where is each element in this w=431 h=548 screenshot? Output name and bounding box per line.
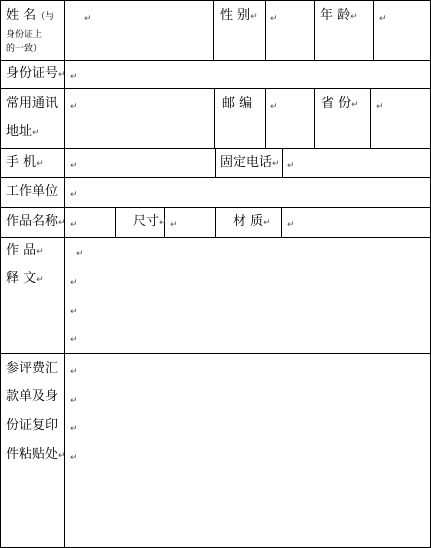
employer-value[interactable]: ↵ — [70, 190, 78, 200]
caption-line-3[interactable]: ↵ — [70, 307, 78, 317]
employer-label: 工作单位 — [6, 184, 59, 199]
landline-value[interactable]: ↵ — [287, 161, 295, 171]
size-label: 尺寸↵ — [133, 214, 167, 229]
fee-line-2[interactable]: ↵ — [70, 396, 78, 406]
work-title-label: 作品名称↵ — [6, 214, 66, 229]
age-value[interactable]: ↵ — [379, 14, 387, 24]
fee-label-2: 款单及身 — [6, 389, 59, 404]
id-label: 身份证号↵ — [6, 66, 66, 81]
name-value[interactable]: ↵ — [84, 14, 92, 24]
gender-label: 性 别↵ — [220, 8, 258, 23]
province-label: 省 份↵ — [321, 96, 359, 111]
caption-line-4[interactable]: ↵ — [70, 335, 78, 345]
id-value[interactable]: ↵ — [70, 72, 78, 82]
landline-label: 固定电话↵ — [220, 155, 280, 170]
fee-line-1[interactable]: ↵ — [70, 367, 78, 377]
gender-value[interactable]: ↵ — [270, 14, 278, 24]
province-value[interactable]: ↵ — [376, 102, 384, 112]
address-value[interactable]: ↵ — [70, 102, 78, 112]
name-note-line-2: 身份证上 — [6, 30, 43, 40]
material-label: 材 质↵ — [233, 214, 271, 229]
mobile-value[interactable]: ↵ — [70, 161, 78, 171]
fee-line-4[interactable]: ↵ — [70, 453, 78, 463]
size-value[interactable]: ↵ — [170, 220, 178, 230]
caption-line-2[interactable]: ↵ — [70, 278, 78, 288]
caption-line-1[interactable]: ↵ — [76, 249, 84, 259]
fee-label-3: 份证复印 — [6, 418, 59, 433]
material-value[interactable]: ↵ — [287, 220, 295, 230]
name-note-line-3: 的一致） — [6, 44, 43, 54]
work-title-value[interactable]: ↵ — [70, 220, 78, 230]
fee-line-3[interactable]: ↵ — [70, 424, 78, 434]
caption-label: 作 品↵ — [6, 243, 44, 258]
fee-label: 参评费汇 — [6, 361, 59, 376]
address-label-2: 地址↵ — [6, 124, 40, 139]
address-label: 常用通讯 — [6, 96, 59, 111]
fee-label-4: 件粘贴处↵ — [6, 447, 66, 462]
name-label: 姓 名（与 — [6, 8, 55, 23]
postcode-value[interactable]: ↵ — [270, 102, 278, 112]
age-label: 年 龄↵ — [320, 8, 358, 23]
mobile-label: 手 机↵ — [6, 155, 44, 170]
caption-label-2: 释 文↵ — [6, 271, 44, 286]
postcode-label: 邮 编 — [222, 96, 253, 111]
